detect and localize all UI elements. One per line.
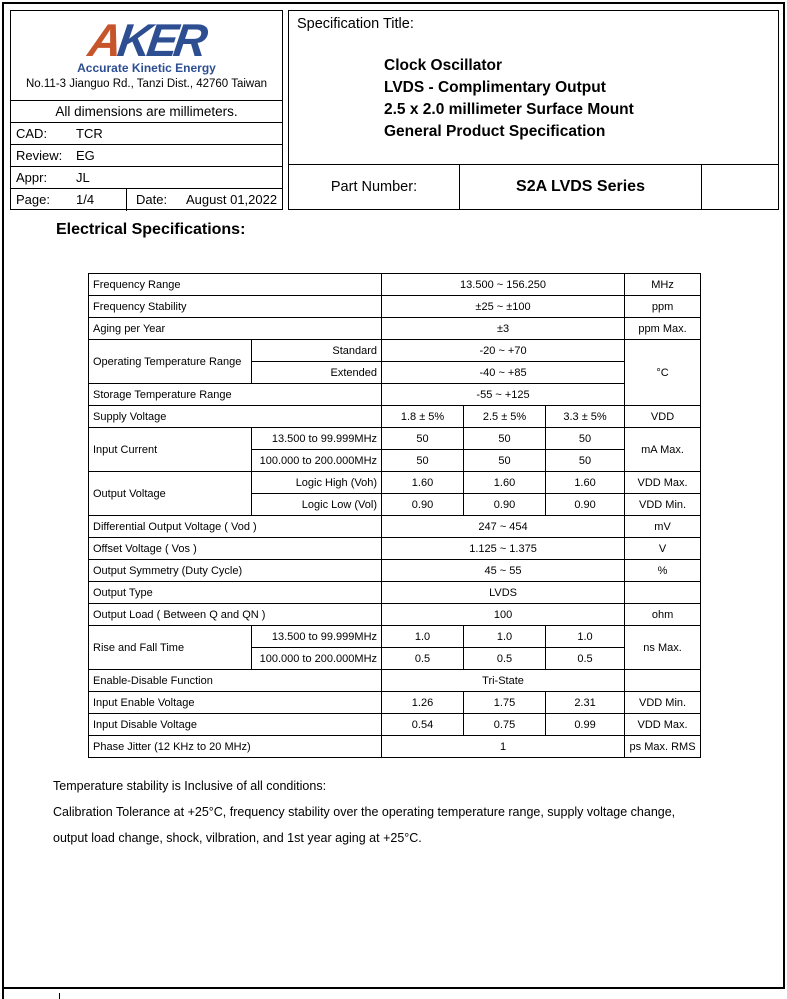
spec-cell-value: 0.75 — [464, 714, 546, 736]
spec-cell-param: Offset Voltage ( Vos ) — [89, 538, 382, 560]
spec-title-area — [289, 11, 778, 165]
spec-cell-value: 1.0 — [464, 626, 546, 648]
meta-row-appr — [11, 166, 282, 188]
spec-cell-unit: °C — [625, 340, 701, 406]
spec-table-body — [89, 274, 701, 758]
logo-letter-a: A — [85, 14, 123, 66]
spec-cell-value: 0.5 — [546, 648, 625, 670]
section-heading: Electrical Specifications: — [56, 221, 246, 238]
logo-letters-ker: KER — [114, 14, 208, 66]
review-label: Review: — [16, 148, 63, 163]
spec-cell-value: 0.5 — [464, 648, 546, 670]
spec-cell-unit: MHz — [625, 274, 701, 296]
spec-cell-param: Input Disable Voltage — [89, 714, 382, 736]
spec-cell-cond: 100.000 to 200.000MHz — [252, 450, 382, 472]
spec-title-line: General Product Specification — [384, 123, 606, 140]
spec-cell-param: Rise and Fall Time — [89, 626, 252, 670]
spec-table-row — [89, 516, 701, 538]
spec-cell-value: 50 — [382, 450, 464, 472]
spec-cell-value: 1.0 — [382, 626, 464, 648]
spec-cell-value: LVDS — [382, 582, 625, 604]
spec-cell-value: 0.90 — [546, 494, 625, 516]
spec-cell-value: 1.60 — [546, 472, 625, 494]
logo-tagline: Accurate Kinetic Energy — [77, 61, 216, 75]
spec-table-row — [89, 714, 701, 736]
spec-cell-param: Phase Jitter (12 KHz to 20 MHz) — [89, 736, 382, 758]
spec-cell-value: -20 ~ +70 — [382, 340, 625, 362]
spec-cell-value: -55 ~ +125 — [382, 384, 625, 406]
spec-title-line: Clock Oscillator — [384, 57, 503, 74]
spec-cell-unit: V — [625, 538, 701, 560]
spec-table-row — [89, 604, 701, 626]
spec-cell-param: Input Enable Voltage — [89, 692, 382, 714]
spec-cell-value: 13.500 ~ 156.250 — [382, 274, 625, 296]
spec-table-row — [89, 428, 701, 450]
spec-cell-value: 1.0 — [546, 626, 625, 648]
spec-table-row — [89, 472, 701, 494]
page-border-extension — [2, 989, 4, 999]
spec-cell-cond: Standard — [252, 340, 382, 362]
part-number-row — [289, 165, 778, 209]
spec-cell-value: ±25 ~ ±100 — [382, 296, 625, 318]
spec-cell-unit: VDD Max. — [625, 472, 701, 494]
spec-cell-value: 1.125 ~ 1.375 — [382, 538, 625, 560]
spec-cell-value: 50 — [546, 428, 625, 450]
spec-cell-unit: mV — [625, 516, 701, 538]
meta-row-cad — [11, 122, 282, 144]
spec-cell-cond: Logic Low (Vol) — [252, 494, 382, 516]
spec-cell-param: Supply Voltage — [89, 406, 382, 428]
spec-cell-value: 2.5 ± 5% — [464, 406, 546, 428]
company-address: No.11-3 Jianguo Rd., Tanzi Dist., 42760 Taiwan — [25, 78, 267, 90]
spec-table-row — [89, 560, 701, 582]
spec-cell-value: 0.90 — [464, 494, 546, 516]
note-line: output load change, shock, vilbration, and 1st year aging at +25°C. — [53, 831, 422, 845]
part-number-value: S2A LVDS Series — [460, 165, 702, 209]
spec-title-line: 2.5 x 2.0 millimeter Surface Mount — [384, 101, 634, 118]
spec-cell-value: 3.3 ± 5% — [546, 406, 625, 428]
spec-table-row — [89, 670, 701, 692]
spec-cell-unit — [625, 670, 701, 692]
meta-row-page-date — [11, 188, 282, 211]
spec-table-row — [89, 340, 701, 362]
company-info-block — [10, 10, 283, 210]
page-cell — [11, 189, 127, 211]
spec-cell-param: Output Voltage — [89, 472, 252, 516]
spec-cell-unit: ns Max. — [625, 626, 701, 670]
spec-cell-value: 1.26 — [382, 692, 464, 714]
dimensions-note: All dimensions are millimeters. — [11, 100, 282, 122]
spec-cell-value: 1.60 — [382, 472, 464, 494]
spec-cell-unit — [625, 582, 701, 604]
spec-title-label: Specification Title: — [297, 16, 414, 32]
date-value: August 01,2022 — [186, 192, 278, 207]
aker-logo — [86, 13, 208, 67]
spec-cell-value: 50 — [464, 450, 546, 472]
spec-cell-param: Frequency Stability — [89, 296, 382, 318]
spec-cell-value: 1.8 ± 5% — [382, 406, 464, 428]
spec-table-row — [89, 296, 701, 318]
spec-cell-unit: VDD Max. — [625, 714, 701, 736]
spec-table-row — [89, 538, 701, 560]
date-cell — [127, 189, 282, 211]
meta-row-review — [11, 144, 282, 166]
spec-title-block — [288, 10, 779, 210]
spec-cell-unit: ps Max. RMS — [625, 736, 701, 758]
spec-cell-unit: ppm — [625, 296, 701, 318]
spec-cell-param: Frequency Range — [89, 274, 382, 296]
spec-cell-value: 0.54 — [382, 714, 464, 736]
spec-table-row — [89, 274, 701, 296]
spec-table-row — [89, 736, 701, 758]
spec-cell-value: 247 ~ 454 — [382, 516, 625, 538]
spec-cell-unit: VDD Min. — [625, 494, 701, 516]
spec-title-lines — [384, 55, 634, 143]
spec-cell-value: 1 — [382, 736, 625, 758]
spec-cell-param: Enable-Disable Function — [89, 670, 382, 692]
spec-cell-value: 50 — [546, 450, 625, 472]
spec-cell-cond: Extended — [252, 362, 382, 384]
spec-cell-value: Tri-State — [382, 670, 625, 692]
part-number-empty-cell — [702, 165, 778, 209]
spec-table-row — [89, 582, 701, 604]
date-label: Date: — [136, 192, 168, 207]
next-section-border-stub — [59, 993, 60, 999]
spec-table-row — [89, 384, 701, 406]
spec-cell-cond: Logic High (Voh) — [252, 472, 382, 494]
spec-cell-cond: 13.500 to 99.999MHz — [252, 428, 382, 450]
spec-cell-param: Output Symmetry (Duty Cycle) — [89, 560, 382, 582]
page-value: 1/4 — [76, 192, 95, 207]
spec-cell-value: 0.90 — [382, 494, 464, 516]
spec-cell-value: 100 — [382, 604, 625, 626]
spec-cell-param: Output Load ( Between Q and QN ) — [89, 604, 382, 626]
cad-value: TCR — [76, 126, 103, 141]
spec-notes — [53, 773, 675, 851]
spec-cell-unit: % — [625, 560, 701, 582]
spec-table — [88, 273, 701, 758]
spec-cell-value: 1.60 — [464, 472, 546, 494]
spec-title-line: LVDS - Complimentary Output — [384, 79, 606, 96]
spec-cell-param: Differential Output Voltage ( Vod ) — [89, 516, 382, 538]
spec-table-row — [89, 406, 701, 428]
spec-cell-value: 2.31 — [546, 692, 625, 714]
spec-cell-value: 50 — [382, 428, 464, 450]
spec-cell-value: 50 — [464, 428, 546, 450]
appr-value: JL — [76, 170, 90, 185]
spec-cell-unit: mA Max. — [625, 428, 701, 472]
spec-cell-value: 45 ~ 55 — [382, 560, 625, 582]
spec-cell-unit: VDD Min. — [625, 692, 701, 714]
spec-cell-unit: ohm — [625, 604, 701, 626]
part-number-label: Part Number: — [289, 165, 460, 209]
page-label: Page: — [16, 192, 50, 207]
spec-cell-param: Storage Temperature Range — [89, 384, 382, 406]
spec-cell-value: 1.75 — [464, 692, 546, 714]
logo-section — [11, 11, 282, 100]
note-line: Temperature stability is Inclusive of all conditions: — [53, 779, 327, 793]
spec-cell-param: Input Current — [89, 428, 252, 472]
spec-cell-cond: 13.500 to 99.999MHz — [252, 626, 382, 648]
spec-cell-param: Aging per Year — [89, 318, 382, 340]
spec-table-row — [89, 318, 701, 340]
note-line: Calibration Tolerance at +25°C, frequency stability over the operating temperature range, supply voltage change, — [53, 805, 676, 819]
review-value: EG — [76, 148, 95, 163]
spec-cell-value: 0.99 — [546, 714, 625, 736]
spec-table-row — [89, 692, 701, 714]
spec-cell-unit: ppm Max. — [625, 318, 701, 340]
appr-label: Appr: — [16, 170, 48, 185]
cad-label: CAD: — [16, 126, 48, 141]
spec-cell-param: Operating Temperature Range — [89, 340, 252, 384]
spec-cell-value: ±3 — [382, 318, 625, 340]
spec-cell-cond: 100.000 to 200.000MHz — [252, 648, 382, 670]
spec-table-row — [89, 626, 701, 648]
spec-cell-param: Output Type — [89, 582, 382, 604]
spec-cell-value: -40 ~ +85 — [382, 362, 625, 384]
spec-cell-unit: VDD — [625, 406, 701, 428]
spec-cell-value: 0.5 — [382, 648, 464, 670]
